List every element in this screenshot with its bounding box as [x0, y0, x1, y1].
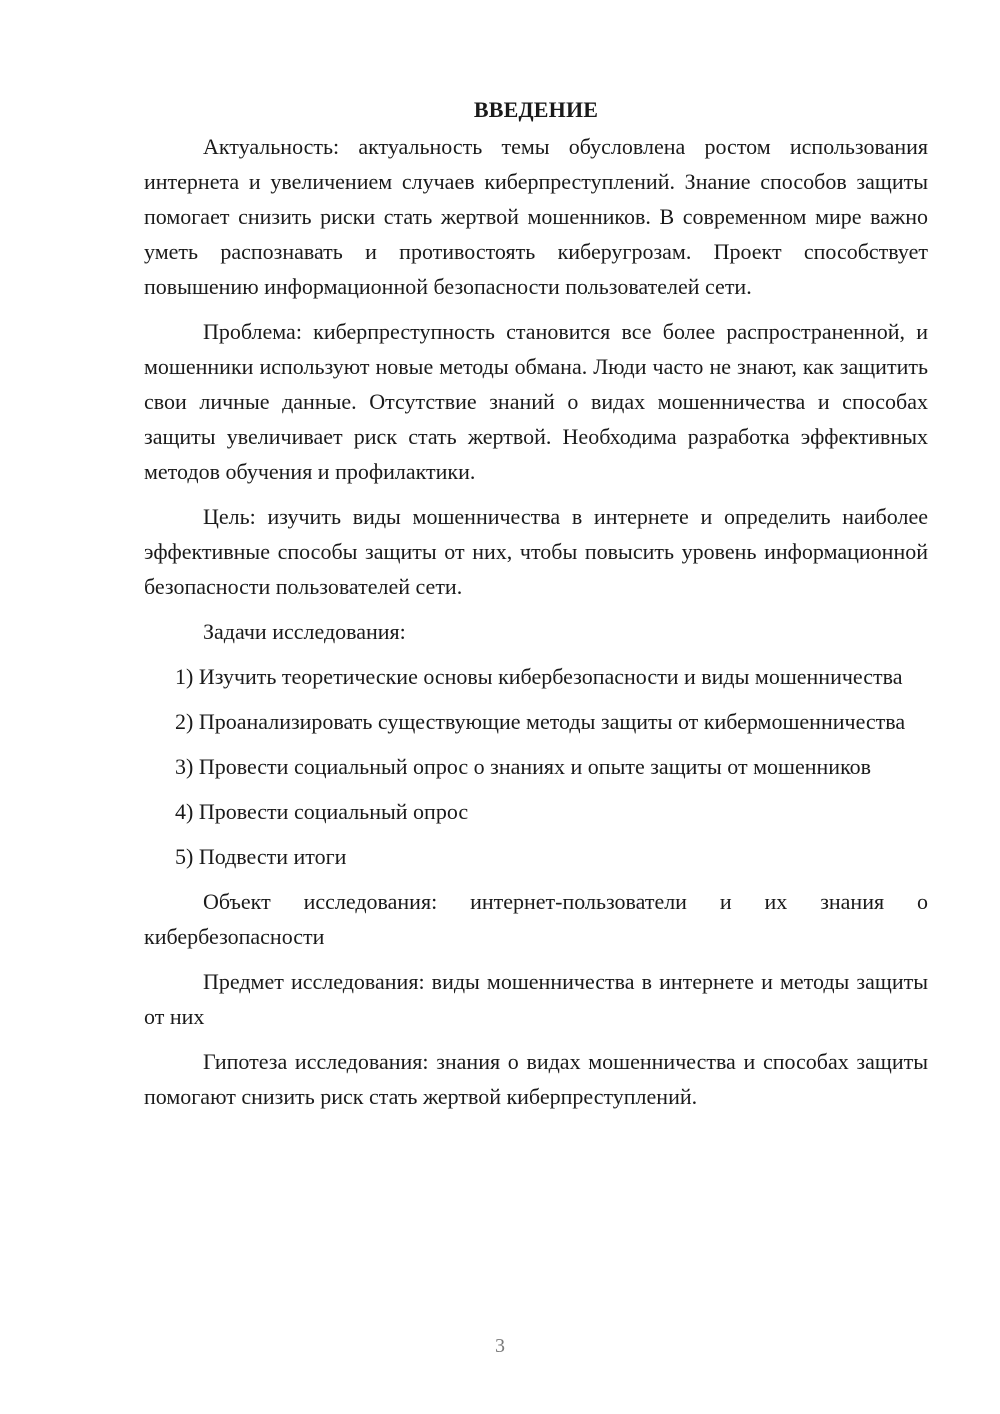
section-title: ВВЕДЕНИЕ	[473, 97, 599, 122]
task-item-3: 3) Провести социальный опрос о знаниях и опыте защиты от мошенников	[175, 754, 872, 779]
paragraph-relevance: Актуальность: актуальность темы обусловлена ростом использования интернета и увеличением случаев киберпреступлений. Знание способов защиты помогает снизить риски стать жертвой мошенников. В современном мире важно уметь распознавать и противостоять киберугрозам. Проект способствует повышению информационной безопасности пользователей сети.	[144, 134, 928, 299]
paragraph-object: Объект исследования: интернет-пользователи и их знания о кибербезопасности	[144, 889, 928, 949]
page-content	[144, 92, 928, 1124]
task-item-5: 5) Подвести итоги	[175, 844, 347, 869]
page-number: 3	[495, 1335, 505, 1357]
tasks-heading: Задачи исследования:	[203, 619, 406, 644]
paragraph-goal: Цель: изучить виды мошенничества в интернете и определить наиболее эффективные способы защиты от них, чтобы повысить уровень информационной безопасности пользователей сети.	[144, 504, 928, 599]
paragraph-subject: Предмет исследования: виды мошенничества в интернете и методы защиты от них	[144, 969, 928, 1029]
paragraph-hypothesis: Гипотеза исследования: знания о видах мошенничества и способах защиты помогают снизить риск стать жертвой киберпреступлений.	[144, 1049, 928, 1109]
task-item-2: 2) Проанализировать существующие методы защиты от кибермошенничества	[175, 709, 906, 734]
task-item-4: 4) Провести социальный опрос	[175, 799, 469, 824]
paragraph-problem: Проблема: киберпреступность становится все более распространенной, и мошенники используют новые методы обмана. Люди часто не знают, как защитить свои личные данные. Отсутствие знаний о видах мошенничества и способах защиты увеличивает риск стать жертвой. Необходима разработка эффективных методов обучения и профилактики.	[144, 319, 928, 484]
task-item-1: 1) Изучить теоретические основы кибербезопасности и виды мошенничества	[175, 664, 903, 689]
